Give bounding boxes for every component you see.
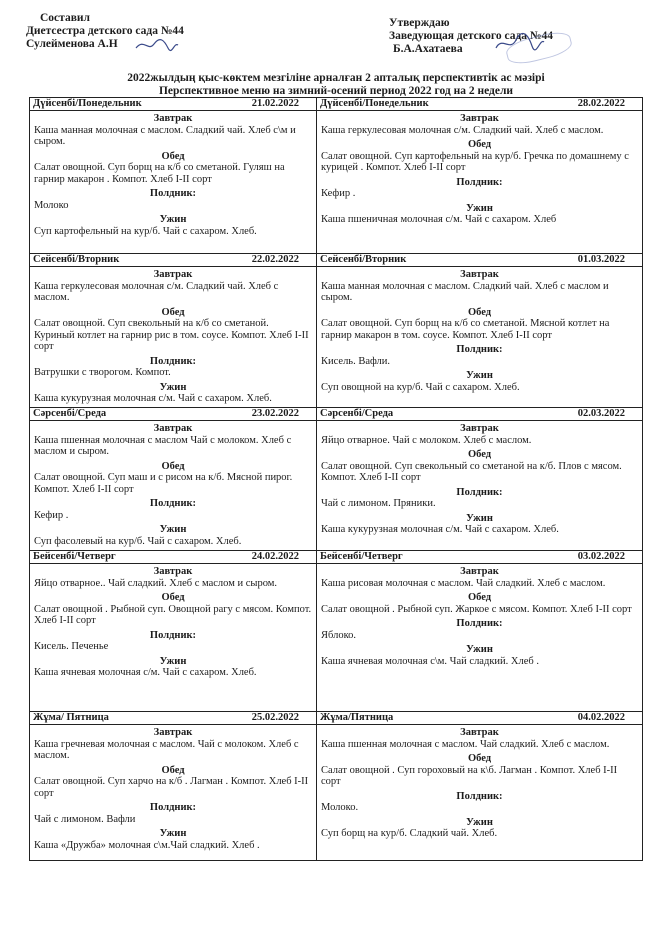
meal-label: Обед (467, 592, 492, 603)
meal-text: Молоко (34, 199, 69, 211)
meal-label: Полдник: (149, 629, 197, 641)
meal-label: Полдник: (149, 188, 197, 199)
meal-label: Ужин (159, 381, 187, 393)
meal-label: Ужин (159, 214, 187, 225)
day-name: Сейсенбі/Вторник (33, 254, 120, 265)
meal-text: Салат овощной . Рыбной суп. Овощной рагу с мясом. Компот. Хлеб I-II сорт (34, 603, 312, 626)
day-cell (30, 98, 317, 254)
meal-label: Обед (161, 764, 185, 776)
meal-text: Каша геркулесовая молочная с/м. Сладкий чай. Хлеб с маслом. (321, 124, 604, 136)
meal-text: Яблоко. (321, 629, 357, 641)
meal-text: Салат овощной . Суп гороховый на к\б. Лагман . Компот. Хлеб I-II сорт (321, 764, 618, 787)
meal-text: Салат овощной . Рыбной суп. Жаркое с мясом. Компот. Хлеб I-II сорт (321, 603, 632, 615)
meal-text: Салат овощной. Суп картофельный на кур/б. Гречка по домашнему с курицей . Компот. Хлеб I-II сорт (321, 150, 629, 173)
meal-label: Обед (467, 449, 492, 460)
meal-text: Суп борщ на кур/б. Сладкий чай. Хлеб. (321, 828, 498, 839)
day-cell (317, 408, 642, 551)
meal-text: Каша ячневая молочная с/м. Чай с сахаром. Хлеб. (34, 667, 257, 678)
meal-text: Кисель. Вафли. (321, 355, 391, 367)
day-name: Бейсенбі/Четверг (33, 551, 116, 562)
meal-label: Завтрак (460, 566, 499, 577)
meal-label: Завтрак (153, 269, 193, 280)
meal-text: Чай с лимоном. Вафли (34, 813, 136, 825)
meal-label: Ужин (466, 816, 493, 828)
meal-label: Ужин (466, 644, 493, 655)
meal-label: Ужин (466, 370, 493, 381)
day-cell (317, 98, 642, 254)
meal-text: Каша пшенная молочная с маслом Чай с молоком. Хлеб с маслом и сыром. (34, 434, 292, 457)
meal-text: Суп картофельный на кур/б. Чай с сахаром. Хлеб. (34, 225, 257, 237)
meal-text: Каша ячневая молочная с\м. Чай сладкий. Хлеб . (321, 655, 539, 667)
meal-label: Завтрак (153, 113, 193, 124)
approver-signature (494, 32, 546, 54)
day-cell (317, 712, 642, 860)
meal-text: Салат овощной. Суп свекольный на к/б со сметаной. Куриный котлет на гарнир рис в том. соусе. Компот. Хлеб I-II сорт (34, 318, 309, 352)
approved-label: Утверждаю (389, 17, 450, 29)
menu-titles (0, 72, 672, 97)
day-cell (30, 254, 317, 408)
meal-label: Обед (161, 592, 185, 603)
day-date: 02.03.2022 (577, 408, 625, 419)
meal-text: Салат овощной. Суп свекольный со сметаной на к/б. Плов с мясом. Компот. Хлеб I-II сорт (321, 460, 622, 483)
day-cell (30, 408, 317, 551)
meal-label: Обед (161, 150, 185, 162)
day-name: Бейсенбі/Четверг (320, 551, 403, 562)
day-date: 04.02.2022 (577, 712, 625, 723)
menu-grid (29, 97, 643, 861)
meal-label: Завтрак (460, 423, 499, 434)
day-name: Жұма/ Пятница (33, 712, 109, 723)
meal-label: Завтрак (153, 423, 193, 434)
meal-label: Завтрак (460, 269, 499, 280)
meal-text: Ватрушки с творогом. Компот. (34, 367, 171, 378)
day-date: 22.02.2022 (251, 254, 299, 265)
meal-label: Полдник: (456, 176, 503, 188)
meal-text: Каша рисовая молочная с маслом. Чай сладкий. Хлеб с маслом. (321, 577, 606, 589)
day-name: Дүйсенбі/Понедельник (33, 98, 142, 109)
day-date: 21.02.2022 (251, 98, 299, 109)
meal-text: Салат овощной. Суп борщ на к/б со сметаной. Гуляш на гарнир макарон . Компот. Хлеб I-II сорт (34, 162, 285, 185)
meal-label: Обед (467, 139, 492, 150)
day-cell (317, 551, 642, 712)
compiler-name: Сулейменова А.Н (26, 38, 118, 50)
meal-label: Завтрак (153, 727, 193, 738)
meal-text: Каша кукурузная молочная с/м. Чай с сахаром. Хлеб. (34, 393, 272, 404)
meal-text: Яйцо отварное.. Чай сладкий. Хлеб с маслом и сыром. (34, 577, 278, 589)
meal-label: Полдник: (456, 618, 503, 629)
day-cell (317, 254, 642, 408)
meal-text: Каша манная молочная с маслом. Сладкий чай. Хлеб с маслом и сыром. (321, 280, 609, 303)
day-date: 23.02.2022 (251, 408, 299, 419)
meal-label: Полдник: (456, 790, 503, 802)
meal-text: Салат овощной. Суп харчо на к/б . Лагман . Компот. Хлеб I-II сорт (34, 776, 309, 799)
meal-text: Каша гречневая молочная с маслом. Чай с молоком. Хлеб с маслом. (34, 738, 299, 761)
meal-label: Полдник: (149, 802, 197, 813)
meal-label: Полдник: (456, 344, 503, 355)
meal-label: Завтрак (153, 566, 193, 577)
compiler-signature (134, 36, 180, 54)
day-name: Дүйсенбі/Понедельник (320, 98, 429, 109)
meal-label: Завтрак (460, 113, 499, 124)
day-date: 25.02.2022 (251, 712, 299, 723)
meal-text: Чай с лимоном. Пряники. (321, 498, 436, 509)
meal-label: Ужин (466, 202, 493, 214)
day-date: 28.02.2022 (577, 98, 625, 109)
meal-label: Обед (467, 753, 492, 764)
day-date: 01.03.2022 (577, 254, 625, 265)
title-kz: 2022жылдың қыс-көктем мезгіліне арналған 2 апталық перспективтік ас мәзірі (127, 72, 545, 84)
approver-name: Б.А.Ахатаева (393, 43, 463, 55)
day-date: 03.02.2022 (577, 551, 625, 562)
meal-label: Обед (467, 306, 492, 318)
meal-text: Кефир . (321, 188, 356, 199)
meal-text: Кефир . (34, 509, 69, 521)
day-name: Жұма/Пятница (320, 712, 394, 723)
compiled-by-label: Составил (40, 12, 90, 24)
day-name: Сәрсенбі/Среда (33, 408, 107, 419)
meal-text: Каша «Дружба» молочная с\м.Чай сладкий. Хлеб . (34, 839, 260, 851)
meal-label: Обед (161, 306, 185, 318)
meal-label: Ужин (159, 655, 187, 667)
meal-text: Салат овощной. Суп маш и с рисом на к/б. Мясной пирог. Компот. Хлеб I-II сорт (34, 472, 293, 495)
meal-label: Обед (161, 460, 185, 472)
meal-label: Ужин (159, 524, 187, 535)
meal-label: Завтрак (460, 727, 499, 738)
meal-label: Полдник: (149, 355, 197, 367)
meal-label: Полдник: (149, 498, 197, 509)
day-name: Сәрсенбі/Среда (320, 408, 394, 419)
meal-text: Каша геркулесовая молочная с/м. Сладкий чай. Хлеб с маслом. (34, 280, 279, 303)
day-name: Сейсенбі/Вторник (320, 254, 407, 265)
meal-text: Суп фасолевый на кур/б. Чай с сахаром. Хлеб. (34, 535, 242, 547)
meal-text: Салат овощной. Суп борщ на к/б со сметаной. Мясной котлет на гарнир макарон в том. соусе. Компот. Хлеб I-II сорт (321, 318, 610, 341)
meal-text: Каша манная молочная с маслом. Сладкий чай. Хлеб с\м и сыром. (34, 124, 296, 147)
day-date: 24.02.2022 (251, 551, 299, 562)
approver-position: Заведующая детского сада №44 (389, 30, 553, 42)
meal-label: Ужин (159, 828, 187, 839)
meal-label: Ужин (466, 512, 493, 524)
meal-text: Каша пшенная молочная с маслом. Чай сладкий. Хлеб с маслом. (321, 738, 610, 750)
day-cell (30, 551, 317, 712)
meal-text: Яйцо отварное. Чай с молоком. Хлеб с маслом. (321, 434, 532, 446)
title-ru: Перспективное меню на зимний-осений период 2022 год на 2 недели (158, 84, 514, 97)
meal-text: Молоко. (321, 802, 359, 813)
meal-text: Кисель. Печенье (34, 641, 109, 652)
day-cell (30, 712, 317, 860)
meal-text: Суп овощной на кур/б. Чай с сахаром. Хлеб. (321, 381, 520, 393)
meal-label: Полдник: (456, 486, 503, 498)
meal-text: Каша пшеничная молочная с/м. Чай с сахаром. Хлеб (321, 214, 557, 225)
compiler-position: Диетсестра детского сада №44 (26, 25, 184, 37)
meal-text: Каша кукурузная молочная с/м. Чай с сахаром. Хлеб. (321, 524, 559, 535)
